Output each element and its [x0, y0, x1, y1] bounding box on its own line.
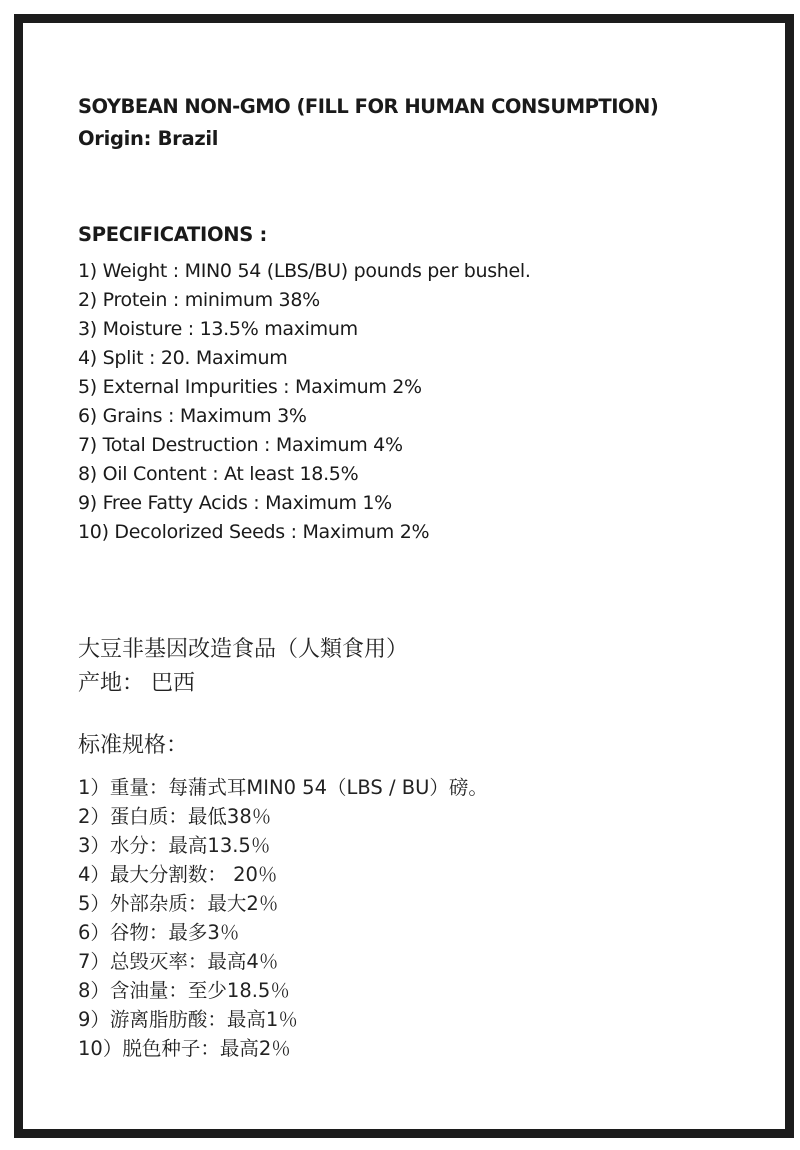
- english-spec-item: 10) Decolorized Seeds : Maximum 2%: [78, 521, 430, 543]
- chinese-origin: 产地： 巴西: [78, 671, 195, 696]
- chinese-spec-item: 3）水分：最高13.5％: [78, 834, 271, 857]
- chinese-spec-item: 7）总毁灭率：最高4％: [78, 950, 279, 973]
- chinese-spec-item: 6）谷物：最多3％: [78, 921, 240, 944]
- english-spec-list: [78, 257, 758, 547]
- chinese-spec-item: 5）外部杂质：最大2％: [78, 892, 279, 915]
- english-spec-item: 2) Protein : minimum 38%: [78, 289, 320, 311]
- english-spec-item: 4) Split : 20. Maximum: [78, 347, 288, 369]
- chinese-spec-item: 10）脱色种子：最高2％: [78, 1037, 291, 1060]
- english-spec-item: 3) Moisture : 13.5% maximum: [78, 318, 358, 340]
- chinese-spec-item: 2）蛋白质：最低38％: [78, 805, 272, 828]
- chinese-section: [78, 633, 758, 1063]
- english-spec-item: 7) Total Destruction : Maximum 4%: [78, 434, 403, 456]
- chinese-title: 大豆非基因改造食品（人類食用）: [78, 637, 409, 662]
- chinese-spec-item: 9）游离脂肪酸：最高1％: [78, 1008, 298, 1031]
- english-origin: Origin: Brazil: [78, 127, 219, 150]
- chinese-spec-item: 1）重量：每蒲式耳MIN0 54（LBS / BU）磅。: [78, 776, 488, 799]
- chinese-spec-item: 8）含油量：至少18.5％: [78, 979, 290, 1002]
- chinese-spec-list: [78, 773, 758, 1063]
- chinese-spec-heading: 标准规格：: [78, 733, 189, 758]
- english-spec-heading: SPECIFICATIONS :: [78, 223, 267, 246]
- english-spec-item: 1) Weight : MIN0 54 (LBS/BU) pounds per bushel.: [78, 260, 531, 282]
- english-title: SOYBEAN NON-GMO (FILL FOR HUMAN CONSUMPTION): [78, 95, 659, 118]
- chinese-spec-item: 4）最大分割数： 20％: [78, 863, 278, 886]
- document-content: [78, 91, 758, 1063]
- english-spec-item: 5) External Impurities : Maximum 2%: [78, 376, 422, 398]
- english-spec-item: 9) Free Fatty Acids : Maximum 1%: [78, 492, 392, 514]
- english-spec-item: 8) Oil Content : At least 18.5%: [78, 463, 359, 485]
- english-spec-item: 6) Grains : Maximum 3%: [78, 405, 307, 427]
